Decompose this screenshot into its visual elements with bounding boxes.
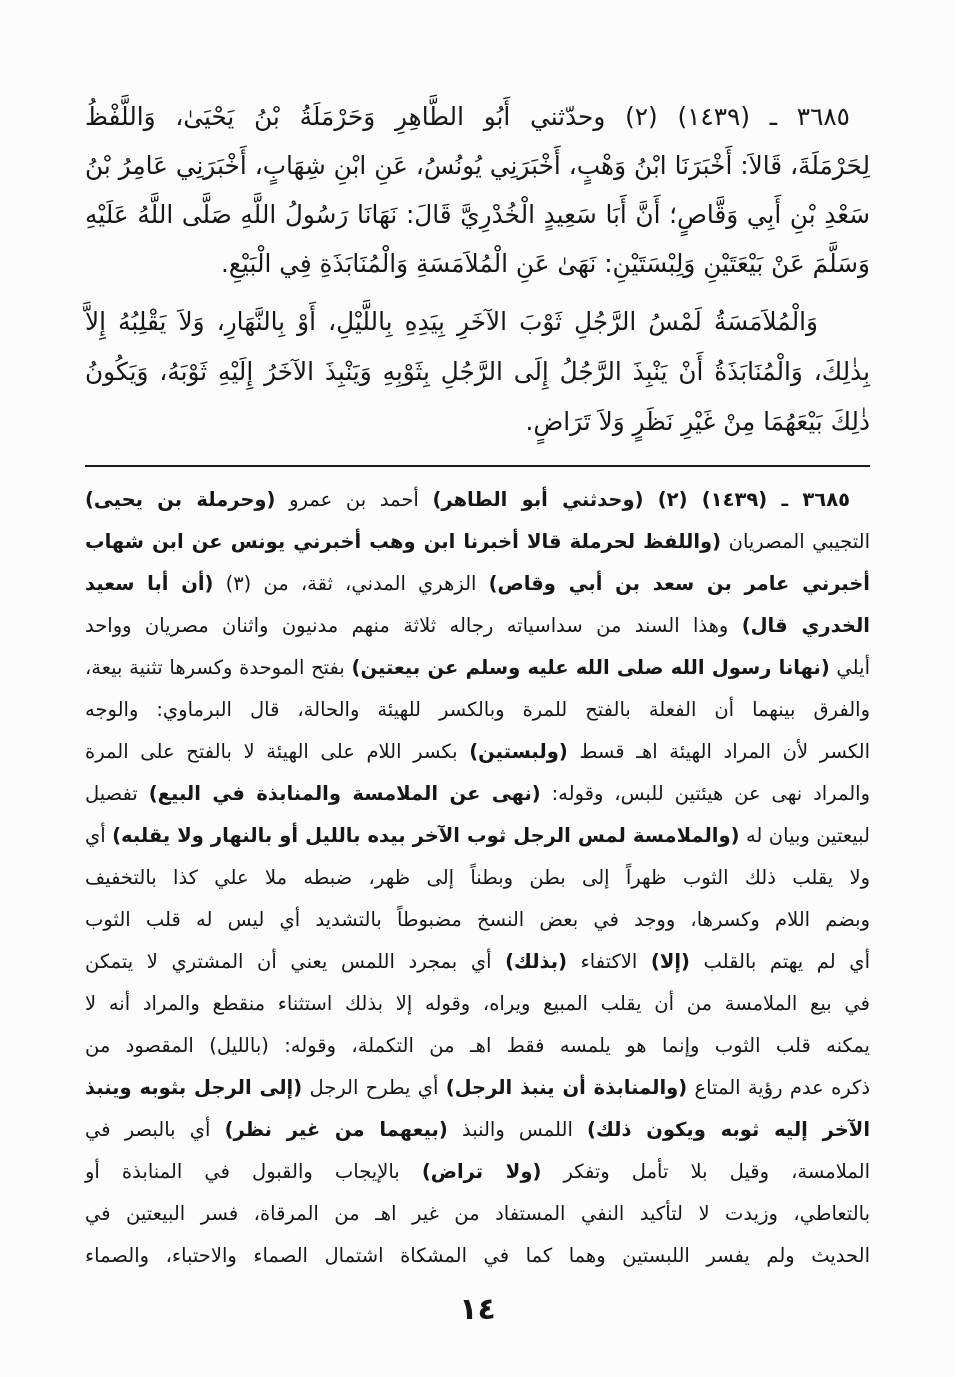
commentary-plain-text: والمراد نهى عن هيئتين للبس، وقوله: [540, 782, 870, 805]
hadith-line: سَعْدِ بْنِ أَبِي وَقَّاصٍ؛ أَنَّ أَبَا سَعِيدٍ الْخُدْرِيَّ قَالَ: نَهَانَا رَسُولُ اللَّهِ صَلَّى اللَّهُ عَلَيْهِ [85, 200, 870, 229]
commentary-bold-text: (بذلك) [505, 950, 568, 973]
commentary-plain-text: أي [85, 824, 113, 847]
commentary-plain-text: أي يطرح الرجل [302, 1076, 446, 1099]
commentary-line [85, 983, 870, 1025]
commentary-plain-text: أي لم يهتم بالقلب [689, 950, 870, 973]
commentary-bold-text: أخبرني عامر بن سعد بن أبي وقاص) [488, 572, 870, 595]
hadith-line: وَسَلَّمَ عَنْ بَيْعَتَيْنِ وَلِبْسَتَيْنِ: نَهَىٰ عَنِ الْمُلاَمَسَةِ وَالْمُنَابَذَةِ فِي الْبَيْعِ. [220, 249, 870, 278]
commentary-plain-text: بكسر اللام على الهيئة لا بالفتح على المرة [85, 740, 470, 763]
commentary-plain-text: الزهري المدني، ثقة، من (٣) [213, 572, 489, 595]
commentary-plain-text: الحديث ولم يفسر اللبستين وهما كما في المشكاة اشتمال الصماء والاحتباء، والصماء [85, 1244, 870, 1267]
commentary-plain-text: الملامسة، وقيل بلا تأمل وتفكر [541, 1160, 870, 1183]
commentary-bold-text: الخدري قال) [741, 614, 870, 637]
commentary-plain-text: يمكنه قلب الثوب وإنما هو يلمسه فقط اهـ من التكملة، وقوله: (بالليل) المقصود من [85, 1034, 870, 1057]
hadith-text [85, 92, 870, 447]
commentary-line [85, 899, 870, 941]
commentary-line [85, 1067, 870, 1109]
commentary-plain-text: أي بمجرد اللمس يعني أن المشتري لا يتمكن [85, 950, 506, 973]
hadith-line: لِحَرْمَلَةَ، قَالاَ: أَخْبَرَنَا ابْنُ وَهْبٍ، أَخْبَرَنِي يُونُسُ، عَنِ ابْنِ شِهَابٍ، أَخْبَرَنِي عَامِرُ بْنُ [85, 151, 870, 180]
commentary-line [85, 479, 870, 521]
commentary-bold-text: (والملامسة لمس الرجل ثوب الآخر بيده بالليل أو بالنهار ولا يقلبه) [112, 824, 740, 847]
commentary-plain-text: تفصيل [85, 782, 149, 805]
commentary-plain-text: ولا يقلب ذلك الثوب ظهراً إلى بطن وبطناً إلى ظهر، ضبطه ملا علي كذا بالتخفيف [85, 866, 870, 889]
commentary-bold-text: (واللفظ لحرملة قالا أخبرنا ابن وهب أخبرني يونس عن ابن شهاب [85, 530, 722, 553]
commentary-bold-text: (ولا تراض) [421, 1160, 542, 1183]
commentary-plain-text: ذكره عدم رؤية المتاع [687, 1076, 871, 1099]
commentary-line [85, 563, 870, 605]
commentary-line [85, 1025, 870, 1067]
commentary-line [85, 521, 870, 563]
commentary-bold-text: (نهى عن الملامسة والمنابذة في البيع) [148, 782, 541, 805]
page-number: ١٤ [459, 1292, 496, 1327]
hadith-line: وَالْمُلاَمَسَةُ لَمْسُ الرَّجُلِ ثَوْبَ الآخَرِ بِيَدِهِ بِاللَّيْلِ، أَوْ بِالنَّهَارِ، وَلاَ يَقْلِبُهُ إِلاَّ [85, 307, 818, 336]
commentary-line [85, 1193, 870, 1235]
commentary-plain-text: بالإيجاب والقبول في المنابذة أو [85, 1160, 422, 1183]
commentary-text [85, 479, 870, 1277]
hadith-line: بِذٰلِكَ، وَالْمُنَابَذَةُ أَنْ يَنْبِذَ الرَّجُلُ إِلَى الرَّجُلِ بِثَوْبِهِ وَيَنْبِذَ الآخَرُ إِلَيْهِ ثَوْبَهُ، وَيَكُونُ [85, 357, 870, 386]
commentary-plain-text: أيلي [829, 656, 870, 679]
commentary-bold-text: (إلا) [650, 950, 690, 973]
commentary-bold-text: (أن أبا سعيد [85, 572, 214, 595]
commentary-plain-text: لبيعتين وبيان له [739, 824, 870, 847]
hadith-paragraph [85, 92, 870, 288]
commentary-bold-text: (وحرملة بن يحيى) [85, 488, 276, 511]
commentary-line [85, 605, 870, 647]
commentary-plain-text: الكسر لأن المراد الهيئة اهـ قسط [567, 740, 871, 763]
commentary-line [85, 1235, 870, 1277]
commentary-bold-text: (بيعهما من غير نظر) [224, 1118, 448, 1141]
commentary-bold-text: ٣٦٨٥ ـ (١٤٣٩) (٢) (وحدثني أبو الطاهر) [432, 488, 850, 511]
commentary-plain-text: أي بالبصر في [85, 1118, 225, 1141]
commentary-plain-text: والفرق بينهما أن الفعلة بالفتح للمرة وبالكسر للهيئة والحالة، قال البرماوي: والوجه [85, 698, 870, 721]
commentary-plain-text: بفتح الموحدة وكسرها تثنية بيعة، [85, 656, 352, 679]
commentary-bold-text: (نهانا رسول الله صلى الله عليه وسلم عن بيعتين) [351, 656, 830, 679]
commentary-bold-text: (إلى الرجل بثوبه وينبذ [85, 1076, 303, 1099]
hadith-line: ذٰلِكَ بَيْعَهُمَا مِنْ غَيْرِ نَظَرٍ وَلاَ تَرَاضٍ. [525, 407, 870, 436]
commentary-bold-text: (ولبستين) [469, 740, 568, 763]
commentary-bold-text: الآخر إليه ثوبه ويكون ذلك) [587, 1118, 871, 1141]
commentary-plain-text: وهذا السند من سداسياته رجاله ثلاثة منهم مدنيون واثنان مصريان وواحد [85, 614, 742, 637]
commentary-line [85, 773, 870, 815]
commentary-line [85, 857, 870, 899]
commentary-line [85, 731, 870, 773]
commentary-plain-text: اللمس والنبذ [447, 1118, 588, 1141]
commentary-plain-text: التجيبي المصريان [721, 530, 870, 553]
footnote-divider [85, 465, 870, 467]
commentary-line [85, 815, 870, 857]
commentary-plain-text: أحمد بن عمرو [275, 488, 433, 511]
commentary-line [85, 647, 870, 689]
commentary-plain-text: بالتعاطي، وزيدت لا لتأكيد النفي المستفاد من غير اهـ من المرقاة، فسر البيعتين في [85, 1202, 870, 1225]
commentary-line [85, 941, 870, 983]
hadith-paragraph [85, 297, 870, 447]
commentary-plain-text: وبضم اللام وكسرها، ووجد في بعض النسخ مضبوطاً بالتشديد أي ليس له قلب الثوب [85, 908, 870, 931]
commentary-plain-text: في بيع الملامسة من أن يقلب المبيع ويراه، وقوله إلا بذلك استثناء منقطع والمراد أنه لا [85, 992, 870, 1015]
hadith-line: ٣٦٨٥ ـ (١٤٣٩) (٢) وحدّثني أَبُو الطَّاهِرِ وَحَرْمَلَةُ بْنُ يَحْيَىٰ، وَاللَّفْظُ [85, 102, 850, 131]
commentary-line [85, 689, 870, 731]
commentary-bold-text: (والمنابذة أن ينبذ الرجل) [445, 1076, 688, 1099]
commentary-line [85, 1109, 870, 1151]
commentary-line [85, 1151, 870, 1193]
commentary-plain-text: الاكتفاء [567, 950, 651, 973]
